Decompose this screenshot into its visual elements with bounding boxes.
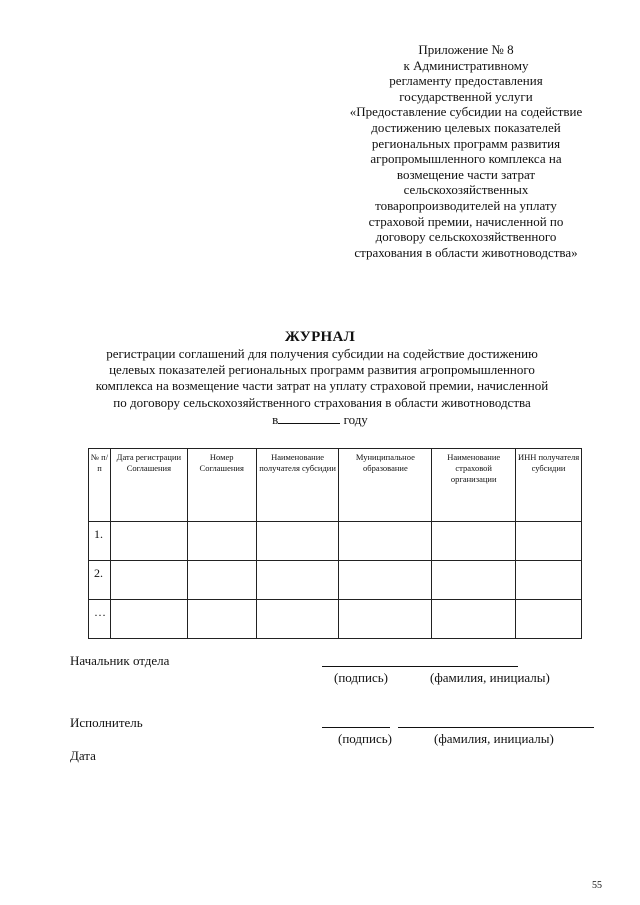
head-signature-hint: (подпись) [334,670,388,685]
header-insurer-name: Наименование страховой организации [432,449,516,522]
appendix-line: достижению целевых показателей [371,119,561,135]
table-cell [187,600,256,639]
subtitle-line: комплекса на возмещение части затрат на уплату страховой премии, начисленной [95,378,549,394]
subtitle-line: регистрации соглашений для получения субсидии на содействие достижению [106,346,538,361]
appendix-block [320,42,612,260]
table-cell [256,561,339,600]
table-row [89,561,582,600]
table-row [89,600,582,639]
table-cell [339,561,432,600]
page-number: 55 [592,880,602,891]
appendix-line: к Административному [403,57,529,73]
journal-subtitle [62,346,582,411]
row-number: 2. [89,561,111,600]
subtitle-line: по договору сельскохозяйственного страхования в области животноводства [113,394,531,410]
head-of-department-label: Начальник отдела [70,653,170,668]
date-label: Дата [70,748,96,763]
table-cell [516,600,582,639]
header-registration-date: Дата регистрации Соглашения [110,449,187,522]
appendix-line: страховой премии, начисленной по [368,213,564,229]
executor-label: Исполнитель [70,715,143,730]
table-cell [432,600,516,639]
table-cell [256,522,339,561]
header-recipient-inn: ИНН получателя субсидии [516,449,582,522]
table-cell [339,600,432,639]
table-header-row [89,449,582,522]
header-recipient-name: Наименование получателя субсидии [256,449,339,522]
appendix-line: товаропроизводителей на уплату [375,197,557,213]
year-line [0,411,640,428]
appendix-line: государственной услуги [399,88,533,104]
journal-title: ЖУРНАЛ [284,329,356,345]
executor-signature-hint: (подпись) [338,731,392,746]
table-cell [110,600,187,639]
row-number: 1. [89,522,111,561]
row-number: … [89,600,111,639]
table-cell [516,522,582,561]
executor-name-line [398,727,594,728]
appendix-line: сельскохозяйственных [403,182,529,198]
table-row [89,522,582,561]
appendix-line: «Предоставление субсидии на содействие [349,104,583,120]
header-number: № п/п [89,449,111,522]
appendix-line: договору сельскохозяйственного [375,229,557,245]
table-cell [256,600,339,639]
table-cell [110,522,187,561]
table-cell [432,561,516,600]
table-cell [516,561,582,600]
year-blank-field [278,411,340,424]
head-signature-line [322,666,518,667]
appendix-line: агропромышленного комплекса на [370,151,562,167]
executor-name-hint: (фамилия, инициалы) [434,731,554,746]
table-cell [187,522,256,561]
head-name-hint: (фамилия, инициалы) [430,670,550,685]
registration-table [88,448,582,639]
appendix-line: региональных программ развития [371,135,561,151]
year-suffix: году [343,412,368,427]
table-cell [110,561,187,600]
table-cell [187,561,256,600]
executor-signature-line [322,727,390,728]
table-cell [432,522,516,561]
subtitle-line: целевых показателей региональных программ развития агропромышленного [109,362,535,378]
table-cell [339,522,432,561]
appendix-line: регламенту предоставления [389,73,543,89]
year-prefix: в [272,412,279,427]
header-agreement-number: Номер Соглашения [187,449,256,522]
header-municipality: Муниципальное образование [339,449,432,522]
appendix-line: Приложение № 8 [418,42,514,57]
appendix-line: возмещение части затрат [396,166,536,182]
appendix-line: страхования в области животноводства» [354,244,578,260]
